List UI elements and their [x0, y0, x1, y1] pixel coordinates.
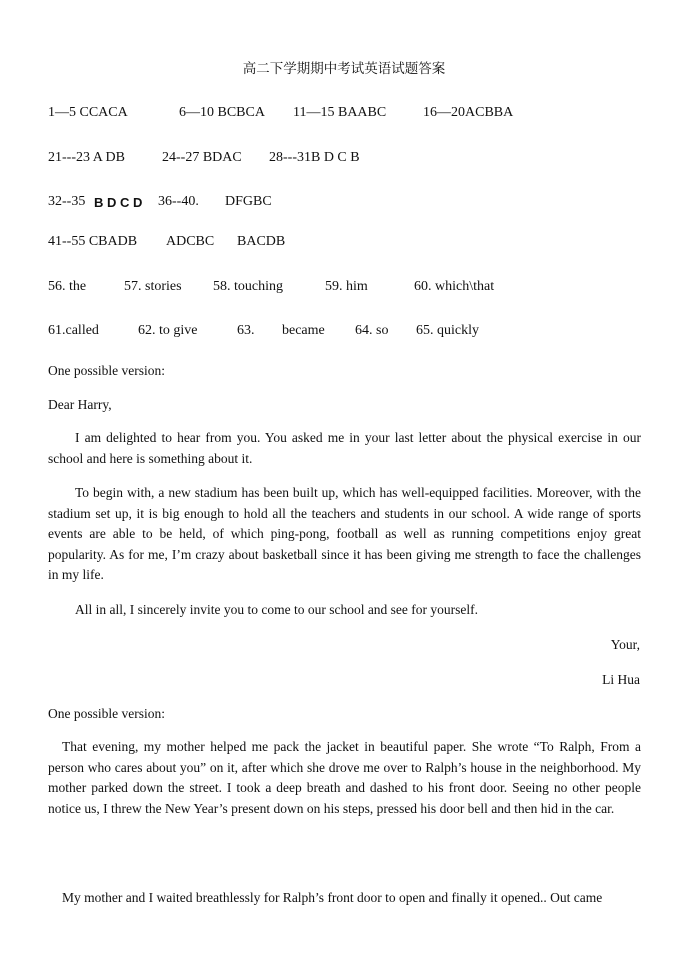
- answer-group: 56. the: [48, 279, 87, 294]
- story-paragraph: My mother and I waited breathlessly for Ralph’s front door to open and finally it opened.. Out came: [62, 890, 603, 905]
- letter-signature: Li Hua: [602, 672, 640, 687]
- answer-group: 57. stories: [124, 279, 182, 294]
- answer-group: 65. quickly: [416, 323, 479, 338]
- version-label: One possible version:: [48, 363, 165, 378]
- answer-group: 59. him: [325, 279, 368, 294]
- story-paragraph: That evening, my mother helped me pack the jacket in beautiful paper. She wrote “To Ralph, From a person who cares about you” on it, after which she drove me over to Ralph’s house in the neighborhood. My mother parked down the street. I took a deep breath and dashed to his front door. Seeing no other people notice us, I threw the New Year’s present down on his steps, pressed his door bell and then hid in the car.: [48, 739, 641, 816]
- letter-paragraph: I am delighted to hear from you. You asked me in your last letter about the physical exercise in our school and here is something about it.: [48, 430, 641, 466]
- letter-paragraph: To begin with, a new stadium has been built up, which has well-equipped facilities. Moreover, with the stadium set up, it is big enough to hold all the teachers and students in our school. A wide range of sports events are able to be held, of which ping-pong, football as well as running competitions enjoy great popularity. As for me, I’m crazy about basketball since it has been giving me strength to face the challenges in my life.: [48, 485, 641, 582]
- answer-group: ADCBC: [166, 234, 215, 249]
- answer-group: 28---31B D C B: [269, 150, 360, 165]
- answer-group: 64. so: [355, 323, 389, 338]
- answer-group: 60. which\that: [414, 279, 495, 294]
- answer-group: 21---23 A DB: [48, 150, 125, 165]
- answer-group: 11—15 BAABC: [293, 105, 387, 120]
- answer-group: 61.called: [48, 323, 99, 338]
- page-title: 高二下学期期中考试英语试题答案: [242, 61, 446, 77]
- version-label: One possible version:: [48, 706, 165, 721]
- answer-group: 63.: [237, 323, 255, 338]
- answer-group: 36--40.: [158, 194, 199, 209]
- answer-group: 1—5 CCACA: [48, 105, 128, 120]
- answer-group: 41--55 CBADB: [48, 234, 138, 249]
- letter-closing: Your,: [610, 637, 640, 652]
- answer-group: BACDB: [237, 234, 286, 249]
- answer-group: became: [282, 323, 325, 338]
- answer-group: 6—10 BCBCA: [179, 105, 265, 120]
- letter-paragraph: All in all, I sincerely invite you to come to our school and see for yourself.: [75, 602, 479, 617]
- answer-group: DFGBC: [225, 194, 272, 209]
- answer-group: 58. touching: [213, 279, 283, 294]
- answer-group: 62. to give: [138, 323, 198, 338]
- answer-group: B D C D: [94, 195, 143, 210]
- answer-group: 16—20ACBBA: [423, 105, 514, 120]
- answer-group: 24--27 BDAC: [162, 150, 242, 165]
- answer-group: 32--35: [48, 194, 86, 209]
- letter-salutation: Dear Harry,: [48, 397, 112, 412]
